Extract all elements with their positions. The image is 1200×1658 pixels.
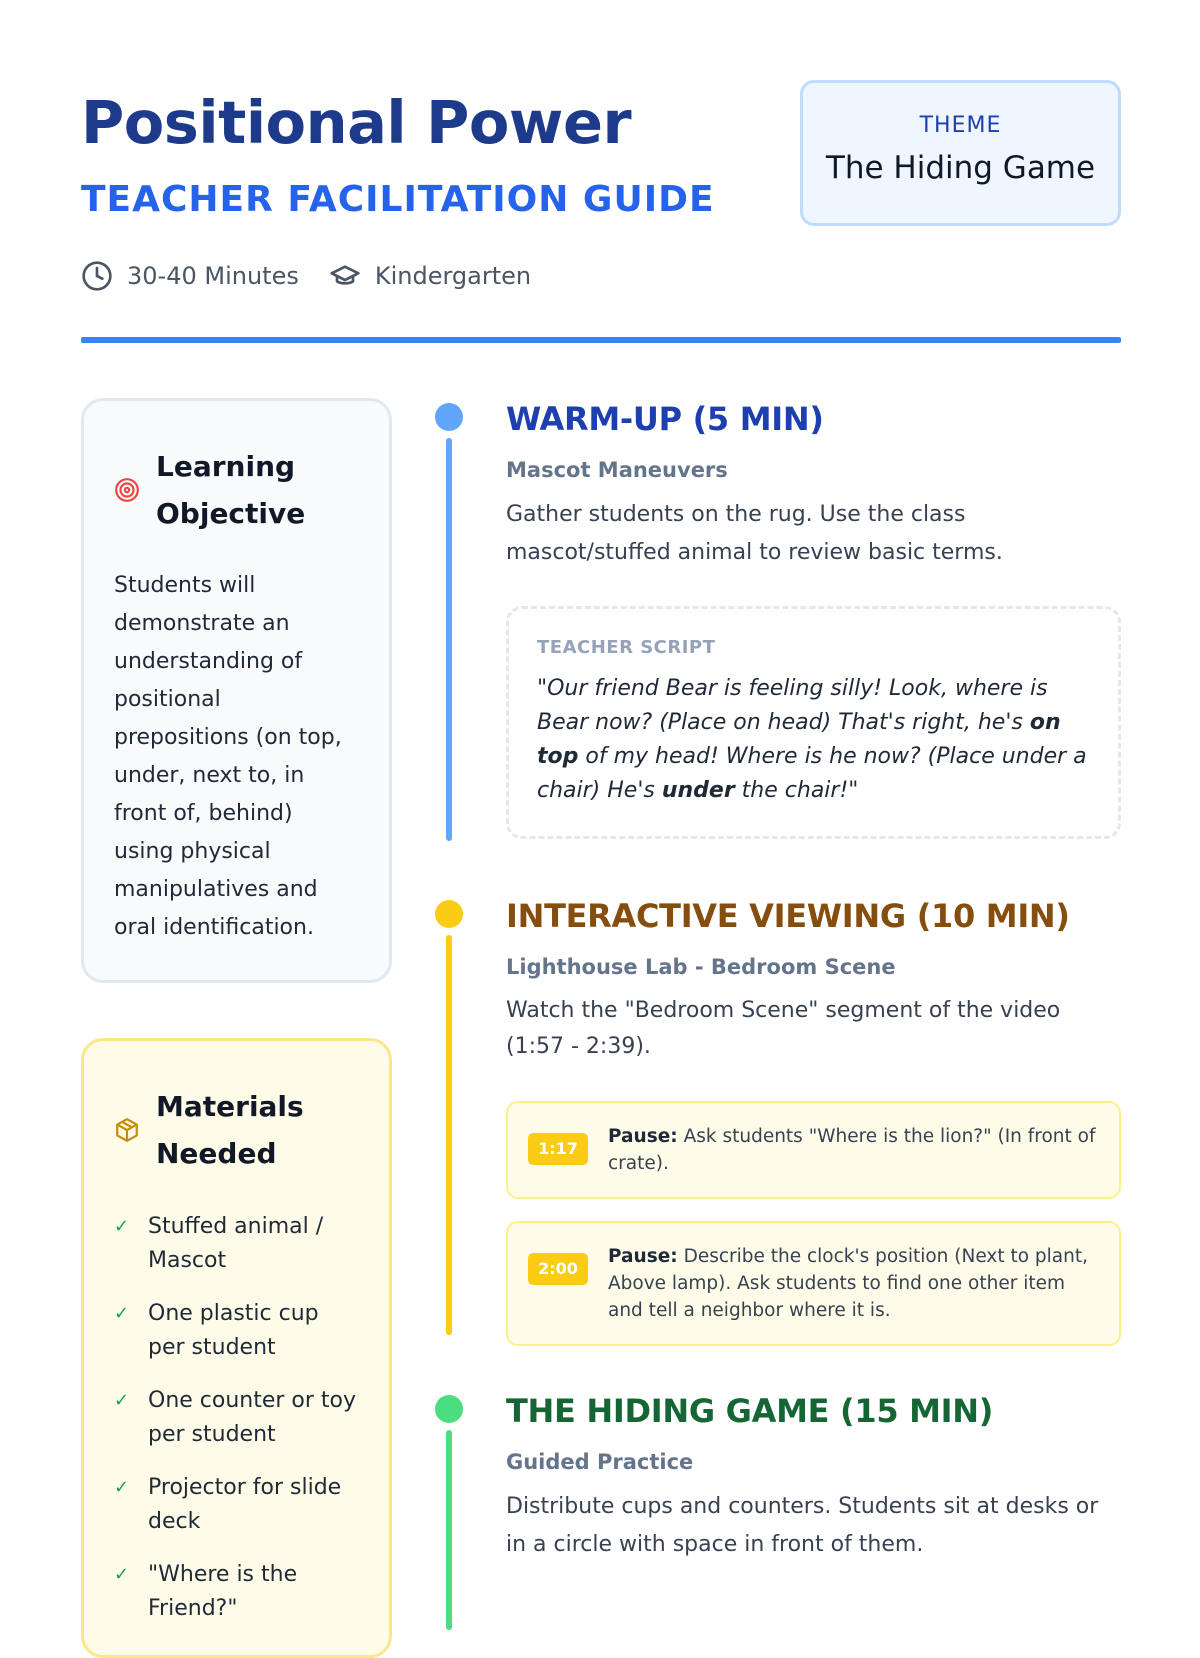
- section-subtitle: Mascot Maneuvers: [506, 458, 728, 482]
- objective-header: [114, 443, 359, 537]
- duration-text: 30-40 Minutes: [127, 262, 299, 290]
- check-icon: ✓: [114, 1216, 130, 1237]
- pause-text: Pause: Ask students "Where is the lion?" (In front of crate).: [608, 1126, 1096, 1174]
- theme-value: The Hiding Game: [825, 150, 1096, 186]
- meta-row: [81, 260, 561, 292]
- check-icon: ✓: [114, 1477, 130, 1498]
- duration-meta: [81, 260, 299, 292]
- materials-title: Materials Needed: [156, 1090, 304, 1170]
- timeline-dot-hiding: [435, 1395, 463, 1423]
- pause-list: [506, 1101, 1121, 1346]
- lesson-timeline: [430, 400, 1130, 1600]
- section-warmup: [506, 400, 1121, 839]
- objective-text: Students will demonstrate an understanding of positional prepositions (on top, under, next to, in front of, behind) using physical manipulatives and oral identification.: [114, 573, 342, 940]
- timeline-line-viewing: [446, 935, 452, 1335]
- timeline-line-hiding: [446, 1430, 452, 1630]
- list-item: ✓ "Where is the Friend?": [114, 1558, 359, 1626]
- materials-list: [114, 1210, 359, 1626]
- check-icon: ✓: [114, 1303, 130, 1324]
- learning-objective-card: [81, 398, 392, 983]
- list-item: ✓ One counter or toy per student: [114, 1384, 359, 1452]
- theme-box: [800, 80, 1121, 226]
- header: [81, 80, 1121, 340]
- script-label: TEACHER SCRIPT: [537, 637, 716, 658]
- section-subtitle: Lighthouse Lab - Bedroom Scene: [506, 955, 896, 979]
- theme-label: THEME: [919, 113, 1002, 138]
- section-subtitle: Guided Practice: [506, 1450, 694, 1474]
- section-description: Watch the "Bedroom Scene" segment of the video (1:57 - 2:39).: [506, 998, 1061, 1059]
- pause-timestamp: 1:17: [528, 1133, 588, 1165]
- page-title: Positional Power: [81, 88, 632, 157]
- materials-card: [81, 1038, 392, 1658]
- graduation-cap-icon: [329, 260, 361, 292]
- pause-text: Pause: Describe the clock's position (Next to plant, Above lamp). Ask students to find one other item and tell a neighbor where it is.: [608, 1246, 1089, 1321]
- section-title: WARM-UP (5 MIN): [506, 400, 824, 438]
- timeline-line-warmup: [446, 438, 452, 841]
- timeline-dot-viewing: [435, 900, 463, 928]
- list-item: ✓ One plastic cup per student: [114, 1297, 359, 1365]
- header-divider: [81, 337, 1121, 343]
- materials-header: [114, 1083, 359, 1177]
- section-description: Distribute cups and counters. Students sit at desks or in a circle with space in front of them.: [506, 1494, 1099, 1557]
- pause-box: [506, 1221, 1121, 1346]
- grade-meta: [329, 260, 531, 292]
- teacher-script-box: [506, 606, 1121, 839]
- check-icon: ✓: [114, 1390, 130, 1411]
- objective-title: Learning Objective: [156, 450, 306, 530]
- pause-box: [506, 1101, 1121, 1199]
- list-item: ✓ Stuffed animal / Mascot: [114, 1210, 359, 1278]
- page-subtitle: TEACHER FACILITATION GUIDE: [81, 179, 715, 220]
- list-item: ✓ Projector for slide deck: [114, 1471, 359, 1539]
- section-title: INTERACTIVE VIEWING (10 MIN): [506, 897, 1070, 935]
- timeline-dot-warmup: [435, 403, 463, 431]
- section-hiding-game: [506, 1392, 1121, 1564]
- check-icon: ✓: [114, 1564, 130, 1585]
- clock-icon: [81, 260, 113, 292]
- target-icon: [114, 477, 140, 503]
- pause-timestamp: 2:00: [528, 1253, 588, 1285]
- section-title: THE HIDING GAME (15 MIN): [506, 1392, 994, 1430]
- box-icon: [114, 1117, 140, 1143]
- grade-text: Kindergarten: [374, 262, 532, 290]
- script-text: "Our friend Bear is feeling silly! Look, where is Bear now? (Place on head) That's right, he's on top of my head! Where is he now? (Place under a chair) He's under the chair!": [537, 676, 1087, 803]
- section-description: Gather students on the rug. Use the class mascot/stuffed animal to review basic terms.: [506, 502, 1003, 565]
- section-viewing: [506, 897, 1121, 1346]
